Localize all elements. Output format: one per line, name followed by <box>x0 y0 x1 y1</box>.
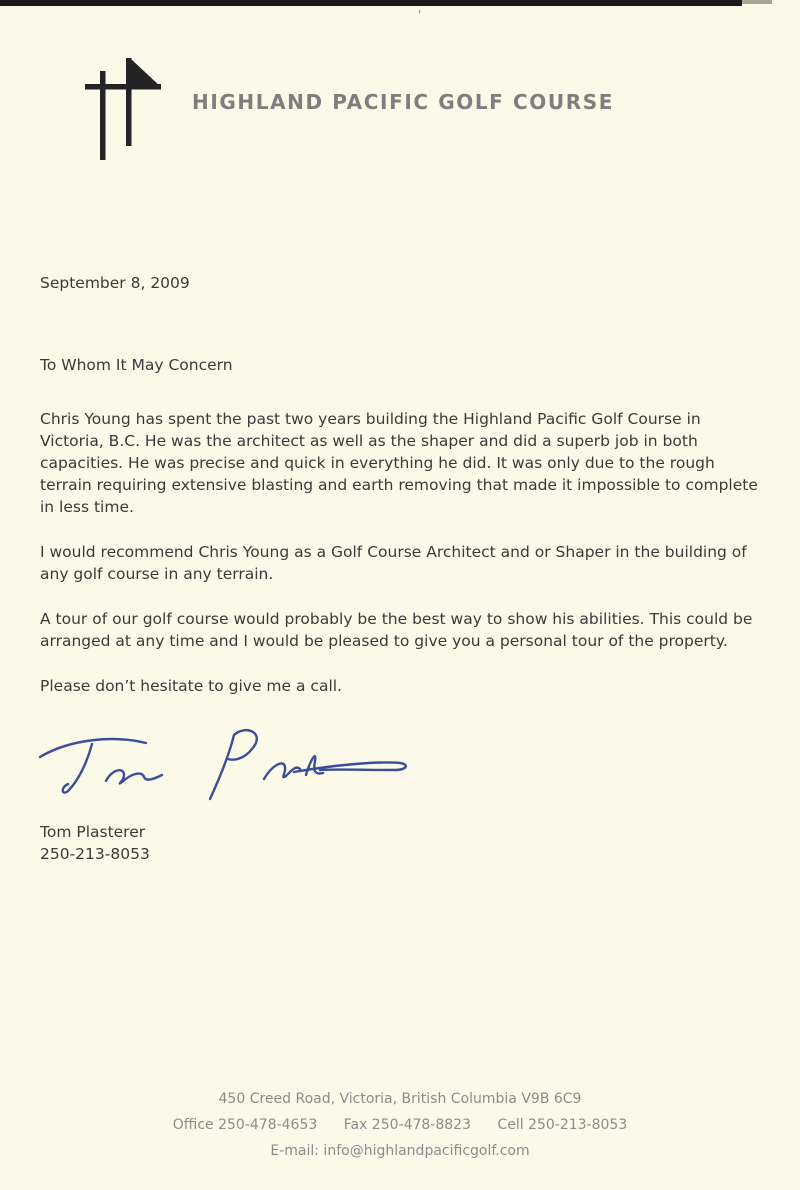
letterhead <box>84 56 800 168</box>
hp-monogram-icon <box>84 56 164 168</box>
letter-footer <box>0 1086 800 1190</box>
body-paragraph-1: Chris Young has spent the past two years building the Highland Pacific Golf Course in Victoria, B.C. He was the architect as well as the shaper and did a superb job in both capacities. He was precise and quick in everything he did. It was only due to the rough terrain requiring extensive blasting and earth removing that made it impossible to complete in less time. <box>40 410 758 516</box>
signatory-name: Tom Plasterer <box>40 823 146 841</box>
scan-edge-artifact <box>0 0 742 6</box>
footer-contact-line <box>0 1112 800 1138</box>
date-line: September 8, 2009 <box>40 274 190 292</box>
signature-handwriting <box>34 723 766 803</box>
footer-contact-cell: Cell 250-213-8053 <box>497 1117 628 1133</box>
footer-email: E-mail: info@highlandpacificgolf.com <box>270 1143 530 1159</box>
body-paragraph-2: I would recommend Chris Young as a Golf Course Architect and or Shaper in the building of any golf course in any terrain. <box>40 543 747 583</box>
footer-contact-office: Office 250-478-4653 <box>172 1117 318 1133</box>
signatory-phone: 250-213-8053 <box>40 845 150 863</box>
letter-body <box>0 168 800 865</box>
body-paragraph-3: A tour of our golf course would probably be the best way to show his abilities. This could be arranged at any time and I would be pleased to give you a personal tour of the property. <box>40 610 753 650</box>
company-name: HIGHLAND PACIFIC GOLF COURSE <box>192 90 614 114</box>
footer-address: 450 Creed Road, Victoria, British Columbia V9B 6C9 <box>218 1091 582 1107</box>
body-paragraph-4: Please don’t hesitate to give me a call. <box>40 677 342 695</box>
salutation: To Whom It May Concern <box>40 356 233 374</box>
footer-contact-fax: Fax 250-478-8823 <box>343 1117 471 1133</box>
scan-speck-artifact: ' <box>418 8 422 22</box>
